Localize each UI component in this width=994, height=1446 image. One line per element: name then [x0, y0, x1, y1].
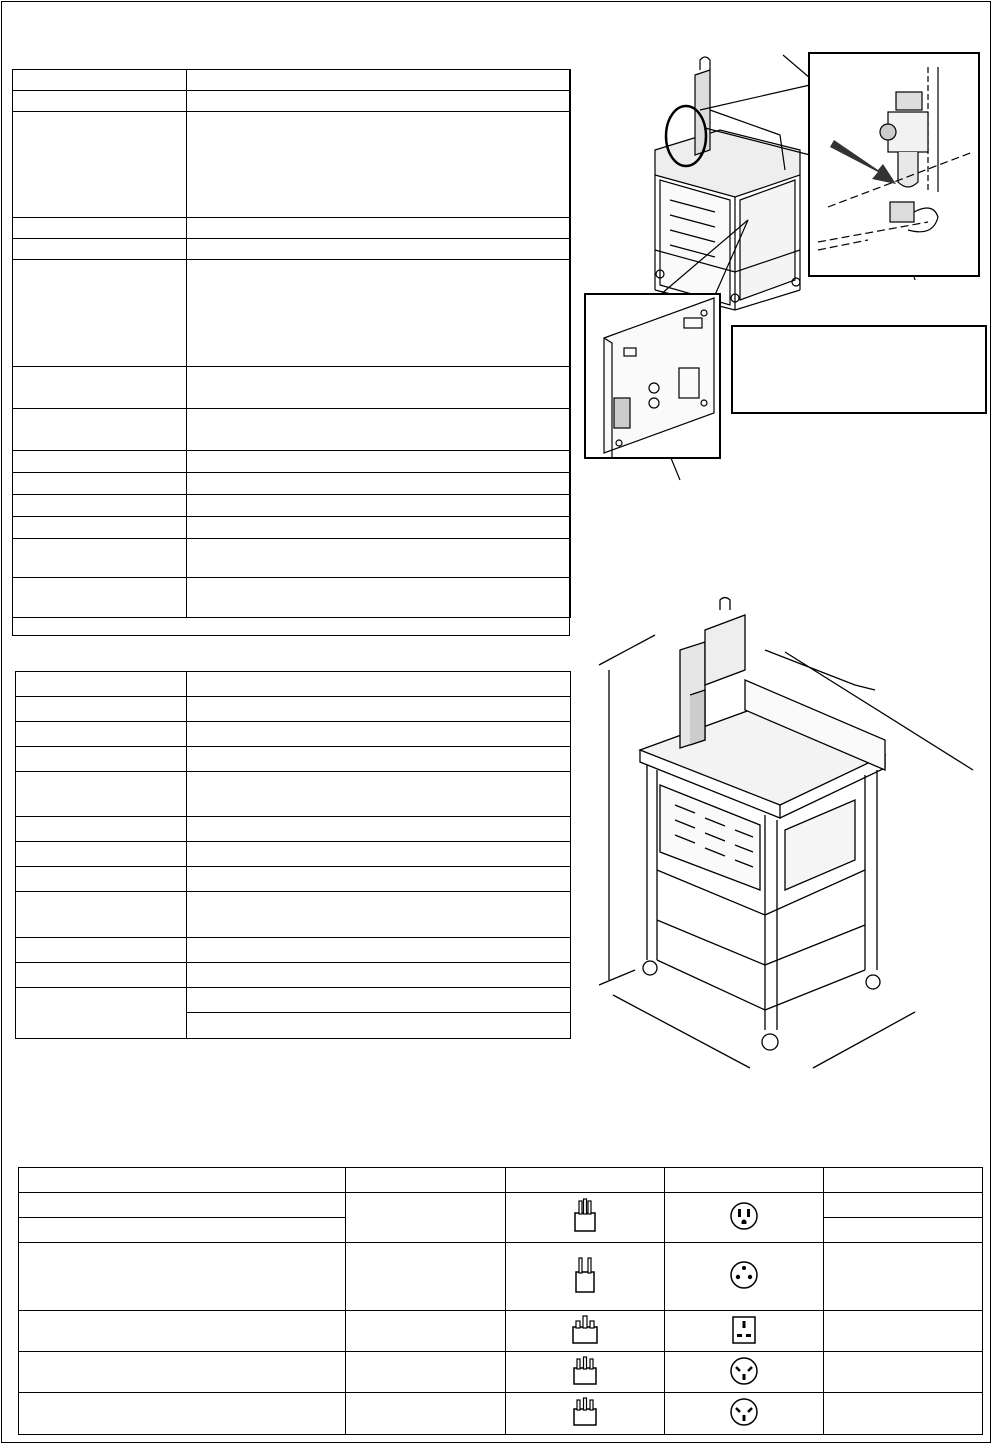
dim-label	[16, 867, 187, 892]
spec-label	[13, 367, 187, 409]
region-cell	[19, 1311, 346, 1352]
plug-type-c-icon	[506, 1243, 665, 1311]
table-row	[16, 988, 571, 1013]
spec-value	[187, 112, 571, 218]
header-outlet	[665, 1168, 824, 1193]
spec-label	[13, 112, 187, 218]
note-cell	[824, 1311, 983, 1352]
callout-note-text	[733, 327, 985, 335]
table-row	[16, 697, 571, 722]
table-row	[19, 1243, 983, 1311]
dim-label	[16, 892, 187, 938]
dim-value-extra	[187, 1013, 571, 1039]
note-cell	[824, 1393, 983, 1435]
spec-label	[13, 409, 187, 451]
spec-label	[13, 260, 187, 367]
outlet-type-i-icon	[665, 1393, 824, 1435]
dim-label	[16, 988, 187, 1039]
dim-value	[187, 867, 571, 892]
header-voltage	[346, 1168, 506, 1193]
note-cell	[824, 1193, 983, 1218]
spec-label	[13, 239, 187, 260]
outlet-type-g-icon	[665, 1311, 824, 1352]
table-row	[16, 817, 571, 842]
table-row	[16, 772, 571, 817]
spec-label	[13, 495, 187, 517]
dim-value	[187, 892, 571, 938]
note-cell	[824, 1243, 983, 1311]
table-row	[13, 367, 571, 409]
spec-value	[187, 578, 571, 618]
header-plug	[506, 1168, 665, 1193]
spec-value	[187, 91, 571, 112]
spec-value	[187, 495, 571, 517]
dim-label	[16, 672, 187, 697]
dim-label	[16, 697, 187, 722]
dim-label	[16, 817, 187, 842]
side-dimension-line	[813, 1012, 915, 1068]
spec-value	[187, 367, 571, 409]
spec-label	[13, 70, 187, 91]
dim-label	[16, 963, 187, 988]
spec-value	[187, 218, 571, 239]
table-row	[19, 1352, 983, 1393]
dim-label	[16, 747, 187, 772]
outlet-type-i-icon	[665, 1352, 824, 1393]
spec-value	[187, 70, 571, 91]
table-row	[13, 578, 571, 618]
region-cell	[19, 1352, 346, 1393]
dim-label	[16, 938, 187, 963]
dim-value	[187, 772, 571, 817]
plug-type-i-icon	[506, 1352, 665, 1393]
table-row	[13, 70, 571, 91]
table-row	[19, 1193, 983, 1218]
spec-value	[187, 239, 571, 260]
table-row	[13, 218, 571, 239]
voltage-cell	[346, 1193, 506, 1243]
region-cell	[19, 1243, 346, 1311]
region-cell	[19, 1393, 346, 1435]
region-cell	[19, 1193, 346, 1218]
outlet-type-b-icon	[665, 1193, 824, 1243]
table-row	[13, 495, 571, 517]
spec-label	[13, 517, 187, 539]
table-row	[13, 451, 571, 473]
outlet-type-e-icon	[665, 1243, 824, 1311]
spec-label	[13, 578, 187, 618]
table-row	[13, 239, 571, 260]
dim-value	[187, 938, 571, 963]
voltage-cell	[346, 1393, 506, 1435]
spec-label	[13, 451, 187, 473]
table-row	[16, 963, 571, 988]
spec-label	[13, 539, 187, 578]
table-row	[16, 938, 571, 963]
callout-note-box	[731, 325, 987, 414]
dim-value	[187, 988, 571, 1013]
dim-label	[16, 722, 187, 747]
arrow-icon	[830, 140, 896, 184]
table-row	[16, 842, 571, 867]
table-row	[16, 672, 571, 697]
machine-dimension-illustration	[595, 590, 985, 1085]
plug-type-g-icon	[506, 1311, 665, 1352]
table-row	[13, 112, 571, 218]
dimension-table	[15, 671, 571, 1039]
table-row	[13, 539, 571, 578]
table-row	[16, 892, 571, 938]
power-plug-table	[18, 1167, 983, 1435]
table-row	[13, 517, 571, 539]
table-row	[13, 409, 571, 451]
header-region	[19, 1168, 346, 1193]
header-note	[824, 1168, 983, 1193]
region-cell	[19, 1218, 346, 1243]
voltage-cell	[346, 1243, 506, 1311]
table-row	[13, 91, 571, 112]
voltage-cell	[346, 1311, 506, 1352]
spec-table	[12, 69, 571, 618]
table-row	[19, 1393, 983, 1435]
dim-value	[187, 672, 571, 697]
spec-value	[187, 473, 571, 495]
width-dimension-line	[613, 995, 750, 1068]
note-cell	[824, 1218, 983, 1243]
table-row	[16, 722, 571, 747]
dim-value	[187, 817, 571, 842]
power-panel-drawing	[584, 293, 721, 459]
voltage-cell	[346, 1352, 506, 1393]
table-row	[16, 747, 571, 772]
spec-value	[187, 260, 571, 367]
dim-label	[16, 772, 187, 817]
dim-value	[187, 963, 571, 988]
regulator-detail-drawing	[808, 52, 980, 277]
dim-value	[187, 697, 571, 722]
spec-label	[13, 91, 187, 112]
spec-label	[13, 473, 187, 495]
note-cell	[824, 1352, 983, 1393]
dim-value	[187, 722, 571, 747]
spec-label	[13, 218, 187, 239]
spec-value	[187, 409, 571, 451]
dim-value	[187, 747, 571, 772]
plug-type-i-icon	[506, 1393, 665, 1435]
dim-label	[16, 842, 187, 867]
spec-value	[187, 517, 571, 539]
table-row	[13, 473, 571, 495]
table-header-row	[19, 1168, 983, 1193]
spec-value	[187, 451, 571, 473]
table-row	[13, 260, 571, 367]
table-row	[16, 867, 571, 892]
dim-value	[187, 842, 571, 867]
spec-value	[187, 539, 571, 578]
table-row	[19, 1311, 983, 1352]
plug-type-b-icon	[506, 1193, 665, 1243]
